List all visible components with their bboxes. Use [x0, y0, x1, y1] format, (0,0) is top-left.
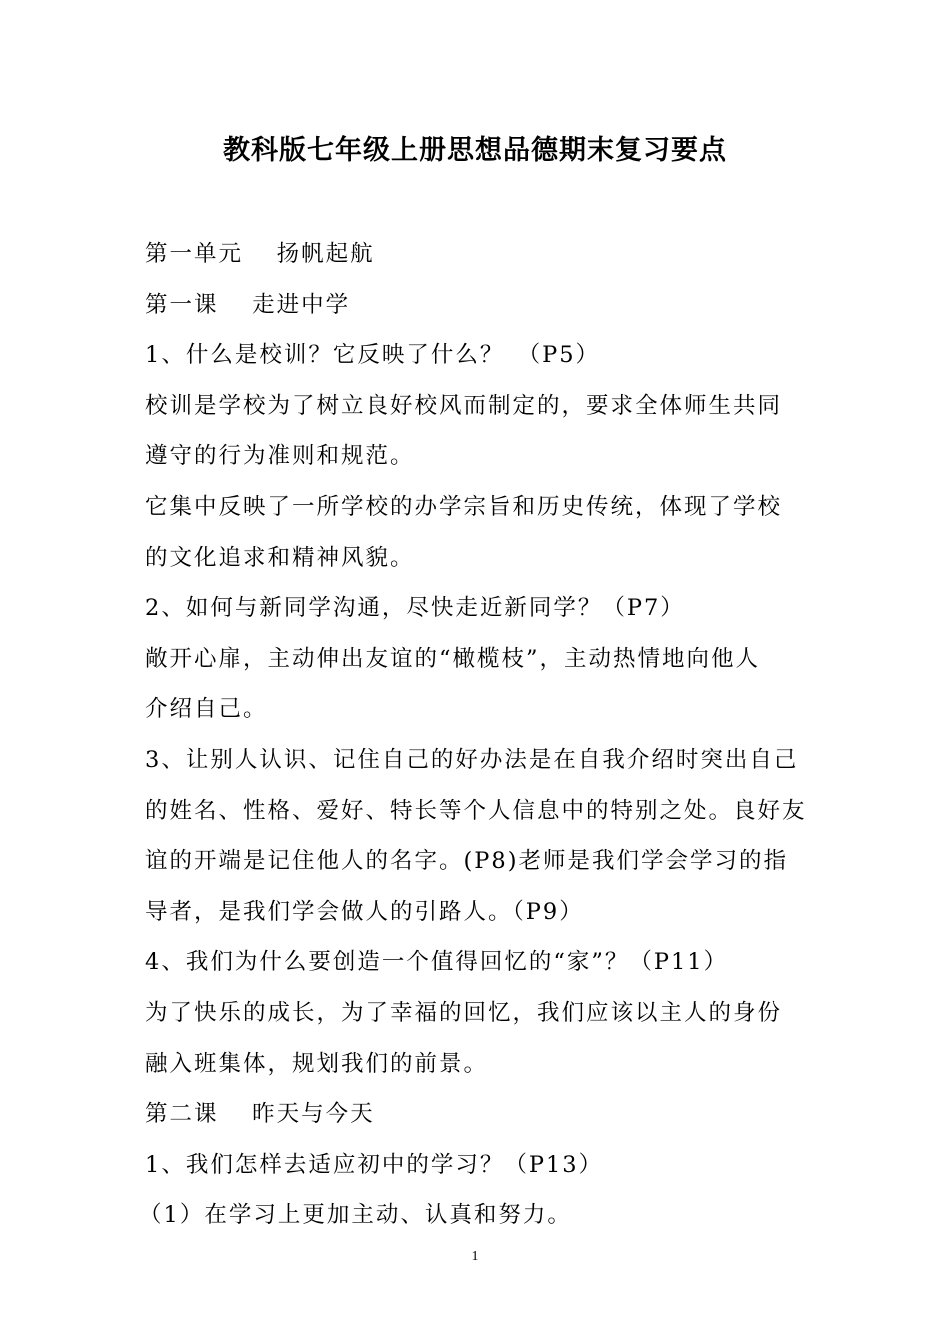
answer-line: 导者，是我们学会做人的引路人。（P9）	[145, 898, 584, 925]
answer-line: 为了快乐的成长，为了幸福的回忆，我们应该以主人的身份	[145, 999, 783, 1026]
lesson-heading: 第一课 走进中学	[145, 291, 351, 318]
page-number: 1	[471, 1249, 479, 1264]
document-title: 教科版七年级上册思想品德期末复习要点	[223, 135, 727, 166]
question-line: 1、什么是校训？它反映了什么？ （P5）	[145, 342, 601, 369]
answer-line: 的文化追求和精神风貌。	[145, 544, 415, 571]
answer-line: 融入班集体，规划我们的前景。	[145, 1050, 489, 1077]
lesson-heading: 第二课 昨天与今天	[145, 1101, 375, 1128]
answer-line: 谊的开端是记住他人的名字。(P8)老师是我们学会学习的指	[145, 848, 789, 875]
answer-line: 它集中反映了一所学校的办学宗旨和历史传统，体现了学校	[145, 493, 783, 520]
answer-line: 遵守的行为准则和规范。	[145, 443, 415, 470]
question-line: 2、如何与新同学沟通，尽快走近新同学？（P7）	[145, 595, 685, 622]
question-line: 1、我们怎样去适应初中的学习？（P13）	[145, 1151, 604, 1178]
unit-heading: 第一单元 扬帆起航	[145, 241, 375, 267]
answer-line: 校训是学校为了树立良好校风而制定的，要求全体师生共同	[145, 392, 783, 419]
answer-line: 敞开心扉，主动伸出友谊的“橄榄枝”，主动热情地向他人	[145, 645, 761, 672]
answer-line: （1）在学习上更加主动、认真和努力。	[139, 1202, 572, 1229]
answer-line: 的姓名、性格、爱好、特长等个人信息中的特别之处。良好友	[145, 797, 807, 824]
document-body	[139, 229, 815, 1241]
question-line: 4、我们为什么要创造一个值得回忆的“家”？（P11）	[145, 949, 729, 976]
answer-line: 介绍自己。	[145, 696, 268, 723]
question-line: 3、让别人认识、记住自己的好办法是在自我介绍时突出自己	[145, 746, 799, 773]
